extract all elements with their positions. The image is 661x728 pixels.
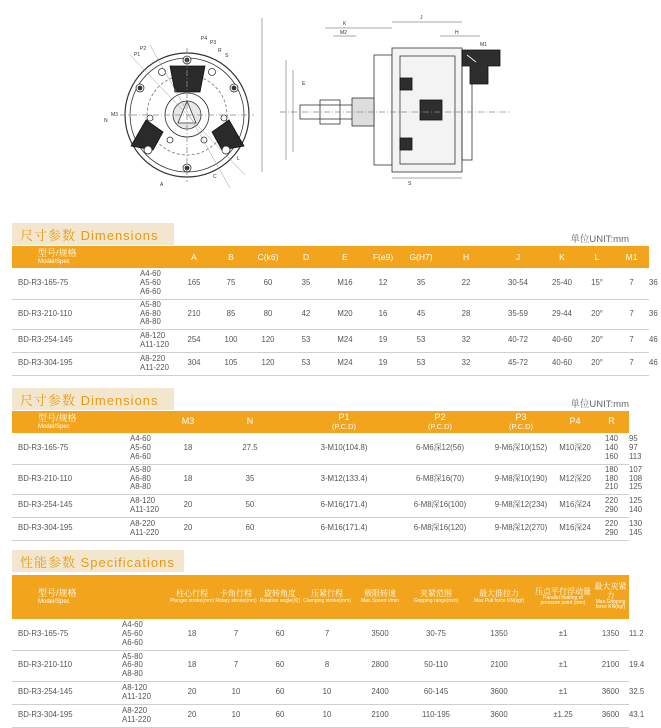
cell: 60 — [258, 681, 302, 704]
spec-line: A5-80 — [122, 651, 143, 661]
cell: 35-59 — [492, 299, 544, 329]
unit-label: 单位UNIT:mm — [570, 234, 629, 245]
cell: 254 — [176, 329, 212, 352]
spec-line: A5-60 — [140, 277, 161, 287]
spec-line: A5-80 — [140, 300, 161, 310]
cell: 60 — [258, 650, 302, 681]
cell-r: 140 140 160 — [594, 433, 629, 464]
cell: 8 — [302, 650, 352, 681]
cell: 20 — [170, 517, 206, 540]
cell: 42 — [286, 299, 326, 329]
cell: 60-145 — [408, 681, 464, 704]
spec-line: A6-80 — [130, 473, 151, 483]
spec-cell — [122, 619, 170, 650]
model-name: BD-R3-210-110 — [12, 464, 130, 494]
cell: M24 — [326, 329, 364, 352]
cell: 20 — [170, 704, 214, 727]
spec-cell — [130, 464, 170, 494]
table-body — [12, 433, 643, 540]
cell: 53 — [402, 352, 440, 375]
cell: 7 — [214, 650, 258, 681]
cell: M20 — [326, 299, 364, 329]
cell: 60 — [258, 619, 302, 650]
section-title: 尺寸参数 Dimensions — [20, 227, 159, 243]
cell: 45 — [402, 299, 440, 329]
section-title: 尺寸参数 Dimensions — [20, 392, 159, 408]
header-col: K — [544, 246, 580, 268]
cell: ±1.25 — [534, 704, 592, 727]
table-row: BD-R3-304-195 A8-220 A11-220 20 10 60 10 2100 110-195 3600 ±1.25 3600 43.1 — [12, 704, 629, 727]
model-name: BD-R3-165-75 — [12, 619, 122, 650]
cell: 10 — [214, 704, 258, 727]
cell-r: 220 290 — [594, 494, 629, 517]
spec-cell — [130, 433, 170, 464]
spec-line: A4-60 — [130, 434, 151, 444]
spec-cell — [140, 329, 176, 352]
table-row: BD-R3-254-145 A8-120 A11-120 20 50 6-M16(171.4) 6-M8深16(100) 9-M8深12(234) M16深24 220 290 125 140 — [12, 494, 629, 517]
header-col: 旋转角度 Rotation angle(度) — [258, 575, 302, 619]
spec-line: A6-80 — [122, 660, 143, 670]
cell: 3-M10(104.8) — [294, 433, 394, 464]
model-name: BD-R3-304-195 — [12, 517, 130, 540]
table-header-row: 型号/规格 Model/Spec 柱心行程 Plunger stroke(mm) 卡角行程 Rotary stroke(mm) 旋转角度 Rotation angle(度) 压紧行程 Clamping stroke(mm) 极限转速 Max.Speed r/min 夹紧范围 Gripping range(mm) 最大推拉力 Max.Pull force KN(kgf) 压点平行浮动量 Parallel floating of pressure point (mm) 最大夹紧力 Max.Gripping force KN(kgf) 卡盘重量 Weight (kg) — [12, 575, 629, 619]
header-col: 压点平行浮动量 Parallel floating of pressure point (mm) — [534, 575, 592, 619]
cell: 6-M8深16(120) — [394, 517, 486, 540]
front-view-drawing — [120, 45, 254, 188]
cell: 9-M8深12(234) — [486, 494, 556, 517]
cell: 18 — [170, 464, 206, 494]
label-c: C — [213, 174, 217, 180]
cell: 1350 — [464, 619, 534, 650]
cell: 120 — [250, 352, 286, 375]
cell: 12 — [364, 268, 402, 299]
table-header-row: 型号/规格 Model/Spec M3 N P1 (P.C.D) P2 (P.C.D) P3 (P.C.D) P4 R S — [12, 411, 629, 433]
spec-line: A11-220 — [122, 714, 151, 724]
cell: 2100 — [592, 650, 629, 681]
section-title: 性能参数 Specifications — [20, 554, 175, 570]
cell: 304 — [176, 352, 212, 375]
header-col: 柱心行程 Plunger stroke(mm) — [170, 575, 214, 619]
label-j: J — [420, 15, 423, 21]
spec-cell — [140, 268, 176, 299]
cell-r: 220 290 — [594, 517, 629, 540]
spec-line: A11-120 — [140, 339, 169, 349]
cell: 18 — [170, 650, 214, 681]
front-view-labels — [104, 36, 240, 188]
label-p2: P2 — [140, 46, 147, 52]
table-row: BD-R3-165-75 A4-60 A5-60 A6-60 18 27.5 3-M10(104.8) 6-M6深12(56) 9-M6深10(152) M10深20 140 140 160 95 97 113 — [12, 433, 629, 464]
header-col: C(k6) — [250, 246, 286, 268]
spec-line: A8-120 — [130, 495, 156, 505]
header-col: N — [206, 411, 294, 433]
cell: 165 — [176, 268, 212, 299]
table-row: BD-R3-254-145 A8-120 A11-120 20 10 60 10 2400 60-145 3600 ±1 3600 32.5 — [12, 681, 629, 704]
label-m1: M1 — [480, 42, 487, 48]
header-model-spec: 型号/规格 Model/Spec — [12, 246, 176, 268]
cell: 110-195 — [408, 704, 464, 727]
cell: 22 — [440, 268, 492, 299]
cell: 35 — [402, 268, 440, 299]
header-col: M3 — [170, 411, 206, 433]
table-row: BD-R3-165-75 A4-60 A5-60 A6-60 18 7 60 7 3500 30-75 1350 ±1 1350 11.2 — [12, 619, 629, 650]
header-col: 夹紧范围 Gripping range(mm) — [408, 575, 464, 619]
header-col: 压紧行程 Clamping stroke(mm) — [302, 575, 352, 619]
cell: 75 — [212, 268, 250, 299]
cell: 18 — [170, 619, 214, 650]
table-row: BD-R3-165-75 A4-60 A5-60 A6-60 165 75 60 35 M16 12 35 22 30-54 25-40 15° 7 36 — [12, 268, 649, 299]
spec-line: A8-220 — [122, 706, 148, 715]
cell: ±1 — [534, 619, 592, 650]
cell: 45-72 — [492, 352, 544, 375]
table-row: BD-R3-304-195 A8-220 A11-220 20 60 6-M16(171.4) 6-M8深16(120) 9-M8深12(270) M16深24 220 290 130 145 — [12, 517, 629, 540]
cell: 120 — [250, 329, 286, 352]
spec-line: A8-80 — [130, 482, 151, 492]
cell: 60 — [258, 704, 302, 727]
cell: 20 — [170, 494, 206, 517]
section-header-specifications — [12, 550, 175, 572]
cell: 3600 — [592, 681, 629, 704]
cell: 1350 — [592, 619, 629, 650]
section-header-dimensions-1 — [12, 223, 159, 245]
cell: 210 — [176, 299, 212, 329]
cell-r: 180 180 210 — [594, 464, 629, 494]
cell: 18 — [170, 433, 206, 464]
model-name: BD-R3-210-110 — [12, 650, 122, 681]
cell: ±1 — [534, 650, 592, 681]
table-row: BD-R3-210-110 A5-80 A6-80 A8-80 18 7 60 8 2800 50-110 2100 ±1 2100 19.4 — [12, 650, 629, 681]
header-col: E — [326, 246, 364, 268]
cell: 6-M8深16(100) — [394, 494, 486, 517]
spec-cell — [122, 704, 170, 727]
cell: 25-40 — [544, 268, 580, 299]
spec-line: A6-60 — [130, 451, 151, 461]
cell: 20° — [580, 329, 614, 352]
header-col: R — [594, 411, 629, 433]
cell: 9-M8深10(190) — [486, 464, 556, 494]
cell: 35 — [206, 464, 294, 494]
cell: 10 — [302, 681, 352, 704]
label-r: R — [218, 48, 222, 54]
spec-cell — [122, 681, 170, 704]
model-name: BD-R3-254-145 — [12, 681, 122, 704]
cell: 29-44 — [544, 299, 580, 329]
header-model-spec: 型号/规格 Model/Spec — [12, 411, 170, 433]
cell: 32 — [440, 329, 492, 352]
header-col: M1 — [614, 246, 649, 268]
cell: 7 — [614, 299, 649, 329]
model-name: BD-R3-165-75 — [12, 268, 140, 299]
table-row: BD-R3-210-110 A5-80 A6-80 A8-80 210 85 80 42 M20 16 45 28 35-59 29-44 20° 7 36 — [12, 299, 649, 329]
cell: 53 — [402, 329, 440, 352]
label-l: L — [237, 156, 240, 162]
header-col: 极限转速 Max.Speed r/min — [352, 575, 408, 619]
cell: 2400 — [352, 681, 408, 704]
header-col: A — [176, 246, 212, 268]
header-col: H — [440, 246, 492, 268]
label-m3: M3 — [111, 112, 118, 118]
label-m2: M2 — [340, 30, 347, 36]
dimensions-table-1 — [12, 246, 661, 376]
cell: 53 — [286, 329, 326, 352]
cell: 2100 — [352, 704, 408, 727]
cell: 35 — [286, 268, 326, 299]
label-s-side: S — [408, 181, 412, 187]
cell: 6-M16(171.4) — [294, 494, 394, 517]
header-col: 卡角行程 Rotary stroke(mm) — [214, 575, 258, 619]
model-name: BD-R3-304-195 — [12, 352, 140, 375]
cell: 6-M8深16(70) — [394, 464, 486, 494]
cell: 19 — [364, 352, 402, 375]
spec-line: A6-80 — [140, 308, 161, 318]
section-header-dimensions-2 — [12, 388, 159, 410]
cell: 40-60 — [544, 329, 580, 352]
cell: M24 — [326, 352, 364, 375]
cell: ±1 — [534, 681, 592, 704]
cell: M16深24 — [556, 494, 594, 517]
cell: 80 — [250, 299, 286, 329]
header-col: P3 (P.C.D) — [486, 411, 556, 433]
cell: M12深20 — [556, 464, 594, 494]
spec-line: A11-120 — [130, 504, 159, 514]
spec-line: A11-120 — [122, 691, 151, 701]
spec-line: A6-60 — [122, 637, 143, 647]
label-e: E — [302, 81, 306, 87]
cell: 40-60 — [544, 352, 580, 375]
cell: M16 — [326, 268, 364, 299]
cell: 30-75 — [408, 619, 464, 650]
specifications-table — [12, 574, 645, 728]
spec-cell — [140, 352, 176, 375]
cell: 9-M8深12(270) — [486, 517, 556, 540]
label-a: A — [160, 182, 164, 188]
spec-line: A8-220 — [140, 353, 166, 363]
cell: 85 — [212, 299, 250, 329]
spec-line: A8-220 — [130, 518, 156, 528]
model-name: BD-R3-304-195 — [12, 704, 122, 727]
header-col: D — [286, 246, 326, 268]
label-k: K — [343, 21, 347, 27]
spec-cell — [130, 494, 170, 517]
cell: 20° — [580, 352, 614, 375]
cell: 60 — [206, 517, 294, 540]
cell: 7 — [614, 268, 649, 299]
spec-line: A11-220 — [140, 362, 169, 372]
spec-line: A11-220 — [130, 527, 159, 537]
label-n: N — [104, 118, 108, 124]
model-name: BD-R3-210-110 — [12, 299, 140, 329]
table-body — [12, 268, 658, 375]
cell: 53 — [286, 352, 326, 375]
cell: 3600 — [464, 681, 534, 704]
label-p4: P4 — [201, 36, 208, 42]
cell: 6-M6深12(56) — [394, 433, 486, 464]
side-view-drawing — [262, 18, 510, 178]
cell: 16 — [364, 299, 402, 329]
cell: 20 — [170, 681, 214, 704]
cell: 50 — [206, 494, 294, 517]
table-body — [12, 619, 645, 727]
cell: 10 — [214, 681, 258, 704]
header-col: P2 (P.C.D) — [394, 411, 486, 433]
header-col: 最大夹紧力 Max.Gripping force KN(kgf) — [592, 575, 629, 619]
header-col: J — [492, 246, 544, 268]
cell: 7 — [614, 352, 649, 375]
cell: 100 — [212, 329, 250, 352]
cell: 19 — [364, 329, 402, 352]
table-row: BD-R3-254-145 A8-120 A11-120 254 100 120 53 M24 19 53 32 40-72 40-60 20° 7 46 — [12, 329, 649, 352]
cell: 7 — [614, 329, 649, 352]
header-col: F(e9) — [364, 246, 402, 268]
cell: 6-M16(171.4) — [294, 517, 394, 540]
cell: 2100 — [464, 650, 534, 681]
cell: 2800 — [352, 650, 408, 681]
cell: 10 — [302, 704, 352, 727]
label-h: H — [455, 30, 459, 36]
header-col: B — [212, 246, 250, 268]
model-name: BD-R3-165-75 — [12, 433, 130, 464]
header-col: 最大推拉力 Max.Pull force KN(kgf) — [464, 575, 534, 619]
table-row: BD-R3-210-110 A5-80 A6-80 A8-80 18 35 3-M12(133.4) 6-M8深16(70) 9-M8深10(190) M12深20 180 180 210 107 108 125 — [12, 464, 629, 494]
cell: 27.5 — [206, 433, 294, 464]
cell: 3600 — [464, 704, 534, 727]
spec-line: A6-60 — [140, 286, 161, 296]
table-row: BD-R3-304-195 A8-220 A11-220 304 105 120 53 M24 19 53 32 45-72 40-60 20° 7 46 — [12, 352, 649, 375]
model-name: BD-R3-254-145 — [12, 494, 130, 517]
label-s: S — [225, 53, 229, 59]
spec-cell — [122, 650, 170, 681]
spec-line: A8-80 — [122, 668, 143, 678]
cell: 32 — [440, 352, 492, 375]
cell: 3500 — [352, 619, 408, 650]
cell: 7 — [214, 619, 258, 650]
spec-line: A4-60 — [140, 269, 161, 279]
spec-cell — [130, 517, 170, 540]
cell: 30-54 — [492, 268, 544, 299]
cell: 28 — [440, 299, 492, 329]
header-col: G(H7) — [402, 246, 440, 268]
cell: 50-110 — [408, 650, 464, 681]
header-col: P1 (P.C.D) — [294, 411, 394, 433]
dimensions-table-2 — [12, 411, 643, 541]
cell: M16深24 — [556, 517, 594, 540]
spec-line: A4-60 — [122, 620, 143, 630]
table-header-row: 型号/规格 Model/Spec A B C(k6) D E F(e9) G(H7) H J K L M1 M2 — [12, 246, 649, 268]
cell: 40-72 — [492, 329, 544, 352]
cell: 20° — [580, 299, 614, 329]
header-col: L — [580, 246, 614, 268]
header-model-spec: 型号/规格 Model/Spec — [12, 575, 170, 619]
cell: 60 — [250, 268, 286, 299]
header-col: P4 — [556, 411, 594, 433]
label-p3: P3 — [210, 40, 217, 46]
cell: 9-M6深10(152) — [486, 433, 556, 464]
cell: 105 — [212, 352, 250, 375]
spec-line: A8-120 — [140, 330, 166, 340]
spec-line: A5-60 — [130, 442, 151, 452]
cell: 7 — [302, 619, 352, 650]
technical-drawings — [0, 0, 641, 215]
cell: 3600 — [592, 704, 629, 727]
cell: M10深20 — [556, 433, 594, 464]
spec-line: A5-80 — [130, 465, 151, 475]
unit-label: 单位UNIT:mm — [570, 399, 629, 410]
cell: 15° — [580, 268, 614, 299]
model-name: BD-R3-254-145 — [12, 329, 140, 352]
spec-line: A8-120 — [122, 683, 148, 692]
cell: 3-M12(133.4) — [294, 464, 394, 494]
label-p1: P1 — [134, 52, 141, 58]
spec-line: A8-80 — [140, 317, 161, 327]
spec-line: A5-60 — [122, 629, 143, 639]
spec-cell — [140, 299, 176, 329]
